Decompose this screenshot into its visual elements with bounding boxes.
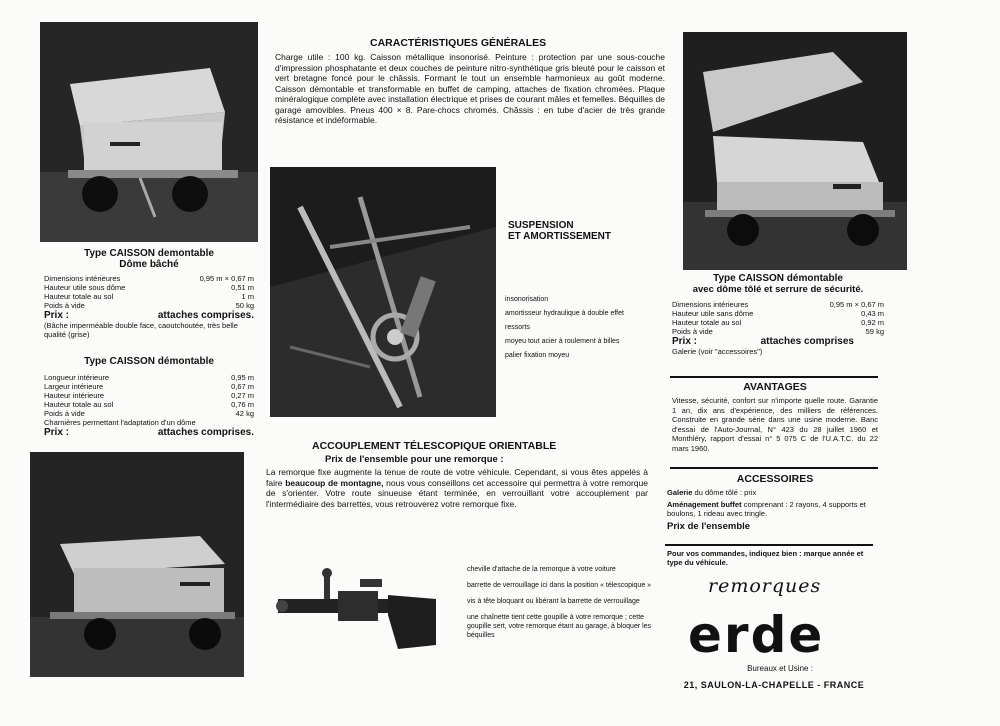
legend-item: barrette de verrouillage ici dans la position « télescopique » [467,582,652,589]
suspension-title1: SUSPENSION [508,220,574,231]
suspension-item: ressorts [505,324,530,331]
type1-spec-row: Dimensions intérieures 0,95 m × 0,67 m [44,274,254,283]
type3-spec-row: Hauteur utile sans dôme 0,43 m [672,309,884,318]
type3-block [672,273,884,358]
general-title: CARACTÉRISTIQUES GÉNÉRALES [370,37,547,49]
suspension-block [508,220,658,242]
divider [670,376,878,378]
brand-line2: 21, SAULON-LA-CHAPELLE - FRANCE [683,680,865,690]
suspension-item: palier fixation moyeu [505,352,570,359]
type3-title2: avec dôme tôlé et serrure de sécurité. [692,284,864,295]
type1-block [44,248,254,339]
type1-title2: Dôme bâché [119,259,179,270]
prix-ensemble: Prix de l'ensemble [667,521,751,532]
type1-prix: Prix : attaches comprises. [44,310,254,321]
type2-spec-row: Longueur intérieure 0,95 m [44,373,254,382]
type2-block [44,356,254,438]
type1-spec-row: Hauteur utile sous dôme 0,51 m [44,283,254,292]
type2-title: Type CAISSON démontable [84,356,214,367]
suspension-item: insonorisation [505,296,549,303]
type3-title1: Type CAISSON démontable [713,273,843,284]
brand-line1: Bureaux et Usine : [747,664,813,673]
divider [670,467,878,469]
type2-spec-row: Hauteur intérieure 0,27 m [44,391,254,400]
brand-script: remorques [708,575,822,597]
type2-spec-row: Hauteur totale au sol 0,76 m [44,400,254,409]
suspension-list [505,295,655,360]
type3-spec-row: Dimensions intérieures 0,95 m × 0,67 m [672,300,884,309]
type1-spec-row: Poids à vide 50 kg [44,301,254,310]
type3-note: Galerie (voir "accessoires") [672,347,763,356]
brand-logo: erde [688,606,825,664]
type1-title1: Type CAISSON demontable [84,248,214,259]
legend-item: cheville d'attache de la remorque à votre voiture [467,566,616,573]
type1-spec-row: Hauteur totale au sol 1 m [44,292,254,301]
accessoires-block [667,488,879,532]
avantages-title: AVANTAGES [743,381,807,393]
commandes-note: Pour vos commandes, indiquez bien : marque année et type du véhicule. [667,549,864,567]
legend-item: une chaînette tient cette goupille à votre remorque ; cette goupille sert, votre remorque étant au garage, à bloquer les béquilles [467,614,652,639]
photo-caisson-demontable [30,452,244,677]
accouplement-subtitle: Prix de l'ensemble pour une remorque : [325,454,504,465]
suspension-title2: ET AMORTISSEMENT [508,231,611,242]
avantages-text: Vitesse, sécurité, confort sur n'importe quelle route. Garantie 1 an, dix ans d'expérience, des milliers de références. Construite en grande série dans une usine moderne. Banc d'essai de l'Auto-Journal, N° 423 du 28 juillet 1960 et Monthléry, rapport d'essai n° 5 075 C de l'U.A.T.C. du 22 mars 1960. [672,396,878,453]
accessoire-galerie: Galerie du dôme tôlé : prix [667,488,757,497]
type3-spec-row: Poids à vide 59 kg [672,327,884,336]
type3-spec-row: Hauteur totale au sol 0,92 m [672,318,884,327]
legend-item: vis à tête bloquant ou libérant la barrette de verrouillage [467,598,640,605]
suspension-item: amortisseur hydraulique à double effet [505,310,624,317]
accouplement-title: ACCOUPLEMENT TÉLESCOPIQUE ORIENTABLE [312,440,557,452]
type2-spec-row: Largeur intérieure 0,67 m [44,382,254,391]
accouplement-legend [467,565,652,640]
photo-accouplement [268,565,440,655]
suspension-item: moyeu tout acier à roulement à billes [505,338,620,345]
photo-caisson-dome-bache [40,22,258,242]
type2-note: Charnières permettant l'adaptation d'un dôme [44,418,196,427]
type2-spec-row: Poids à vide 42 kg [44,409,254,418]
accouplement-text: La remorque fixe augmente la tenue de route de votre véhicule. Cependant, si vous êtes appelés à faire beaucoup de montagne, nous vous conseillons cet accessoire qui permettra à votre remorque de s'orienter. Votre route sinueuse étant terminée, en verrouillant votre accouplement par l'intermédiaire des barrettes, vous retrouverez votre remorque fixe. [266,467,648,509]
type1-note: (Bâche imperméable double face, caoutchoutée, très belle qualité (grise) [44,321,238,339]
divider [665,544,873,546]
type3-prix: Prix : attaches comprises [672,336,854,347]
general-text: Charge utile : 100 kg. Caisson métallique insonorisé. Peinture : protection par une sous-couche d'impression phosphatante et deux couches de peinture nitro-synthétique gris bleuté pour le caisson et vert bretagne foncé pour le châssis. Formant le tout un ensemble harmonieux au goût moderne. Caisson démontable et transformable en buffet de camping, attaches de fixation chromées. Plaque minéralogique complète avec installation électrique et prises de courant mâles et femelles. Béquilles de garage amovibles. Pneus 400 × 8. Pare-chocs chromés. Châssis : en tube d'acier de très grande résistance et indéformable. [275,52,665,125]
accessoire-amenagement: Aménagement buffet comprenant : 2 rayons, 4 supports et boulons, 1 rideau avec tringle. [667,500,866,518]
photo-suspension [270,167,496,417]
type2-prix: Prix : attaches comprises. [44,427,254,438]
accessoires-title: ACCESSOIRES [736,473,814,485]
photo-caisson-dome-tole [683,32,907,270]
